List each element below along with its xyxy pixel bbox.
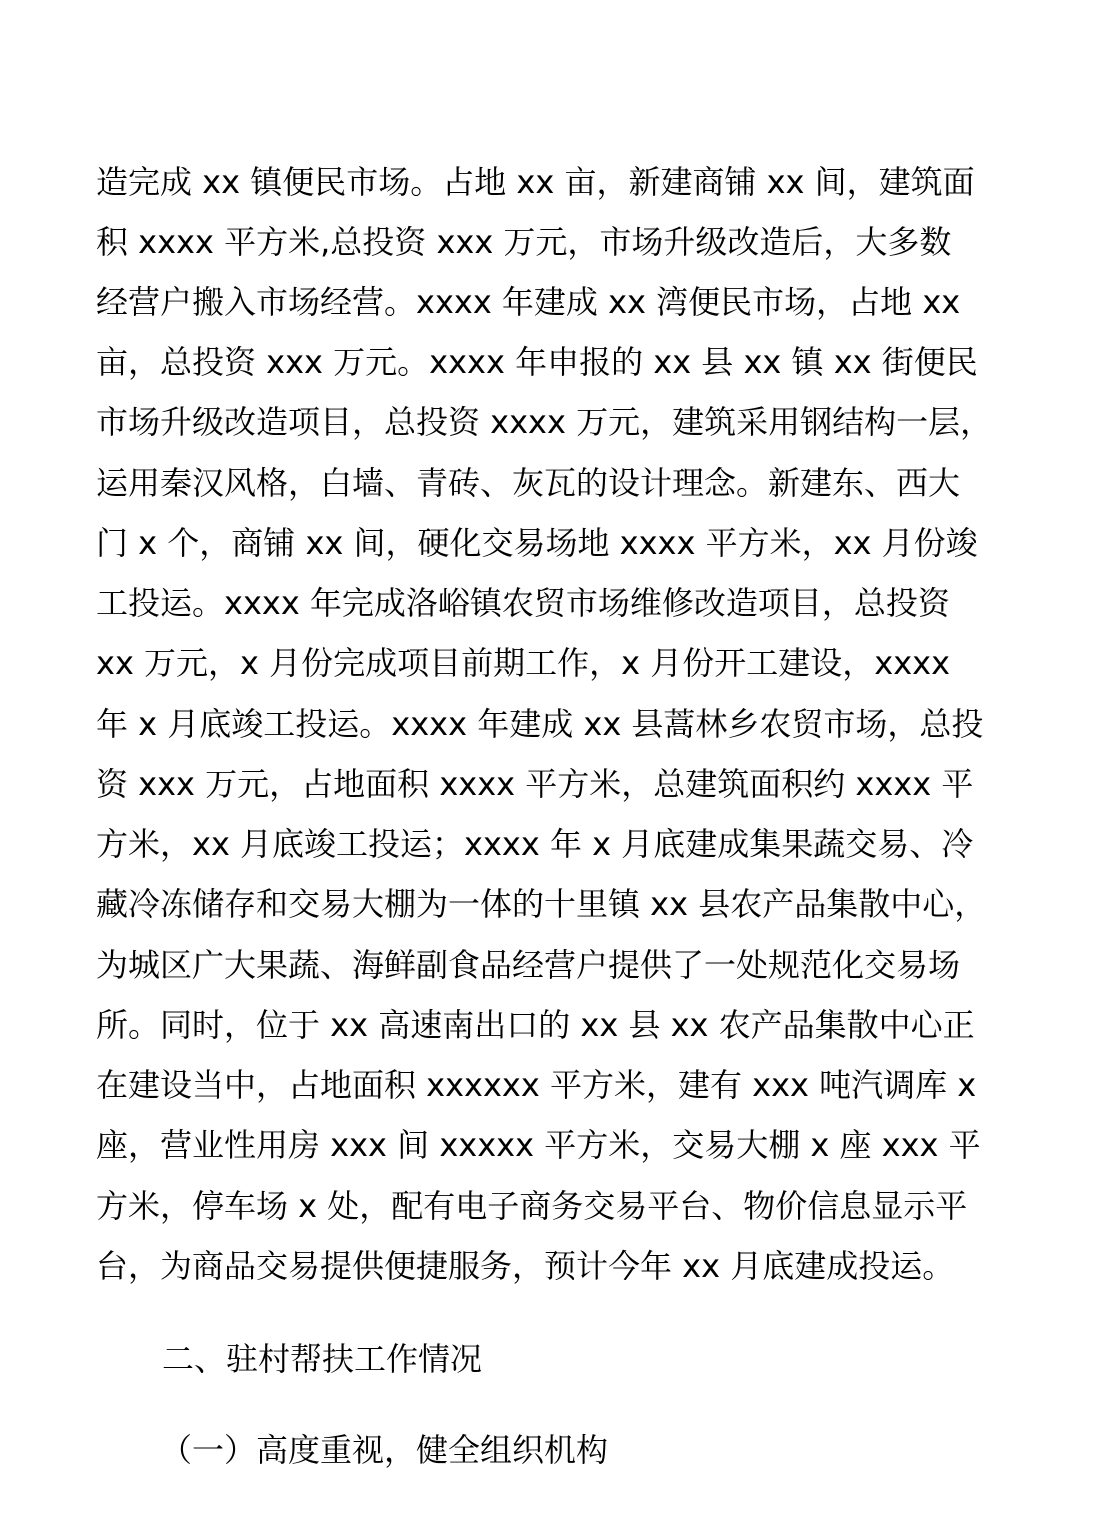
body-line: 工投运。xxxx 年完成洛峪镇农贸市场维修改造项目，总投资 <box>96 584 950 622</box>
body-line: 座，营业性用房 xxx 间 xxxxx 平方米，交易大棚 x 座 xxx 平 <box>96 1126 981 1164</box>
body-line: 藏冷冻储存和交易大棚为一体的十里镇 xx 县农产品集散中心， <box>96 885 987 923</box>
body-line: 市场升级改造项目，总投资 xxxx 万元，建筑采用钢结构一层， <box>96 403 993 441</box>
body-line: 方米，xx 月底竣工投运；xxxx 年 x 月底建成集果蔬交易、冷 <box>96 825 974 863</box>
body-line: 方米，停车场 x 处，配有电子商务交易平台、物价信息显示平 <box>96 1187 968 1225</box>
body-line: 亩，总投资 xxx 万元。xxxx 年申报的 xx 县 xx 镇 xx 街便民 <box>96 343 978 381</box>
body-line: xx 万元，x 月份完成项目前期工作，x 月份开工建设，xxxx <box>96 644 951 682</box>
section-heading: 二、驻村帮扶工作情况 <box>162 1340 483 1378</box>
body-line: 造完成 xx 镇便民市场。占地 xx 亩，新建商铺 xx 间，建筑面 <box>96 163 975 201</box>
subsection-heading: （一）高度重视，健全组织机构 <box>160 1431 609 1469</box>
body-line: 经营户搬入市场经营。xxxx 年建成 xx 湾便民市场，占地 xx <box>96 283 961 321</box>
body-line: 运用秦汉风格，白墙、青砖、灰瓦的设计理念。新建东、西大 <box>96 464 961 502</box>
body-line: 为城区广大果蔬、海鲜副食品经营户提供了一处规范化交易场 <box>96 946 961 984</box>
body-line: 台，为商品交易提供便捷服务，预计今年 xx 月底建成投运。 <box>96 1247 955 1285</box>
body-line: 积 xxxx 平方米,总投资 xxx 万元，市场升级改造后，大多数 <box>96 223 952 261</box>
body-line: 门 x 个，商铺 xx 间，硬化交易场地 xxxx 平方米，xx 月份竣 <box>96 524 978 562</box>
body-line: 年 x 月底竣工投运。xxxx 年建成 xx 县蒿林乡农贸市场，总投 <box>96 705 984 743</box>
body-line: 资 xxx 万元，占地面积 xxxx 平方米，总建筑面积约 xxxx 平 <box>96 765 974 803</box>
body-line: 所。同时，位于 xx 高速南出口的 xx 县 xx 农产品集散中心正 <box>96 1006 975 1044</box>
body-line: 在建设当中，占地面积 xxxxxx 平方米，建有 xxx 吨汽调库 x <box>96 1066 977 1104</box>
